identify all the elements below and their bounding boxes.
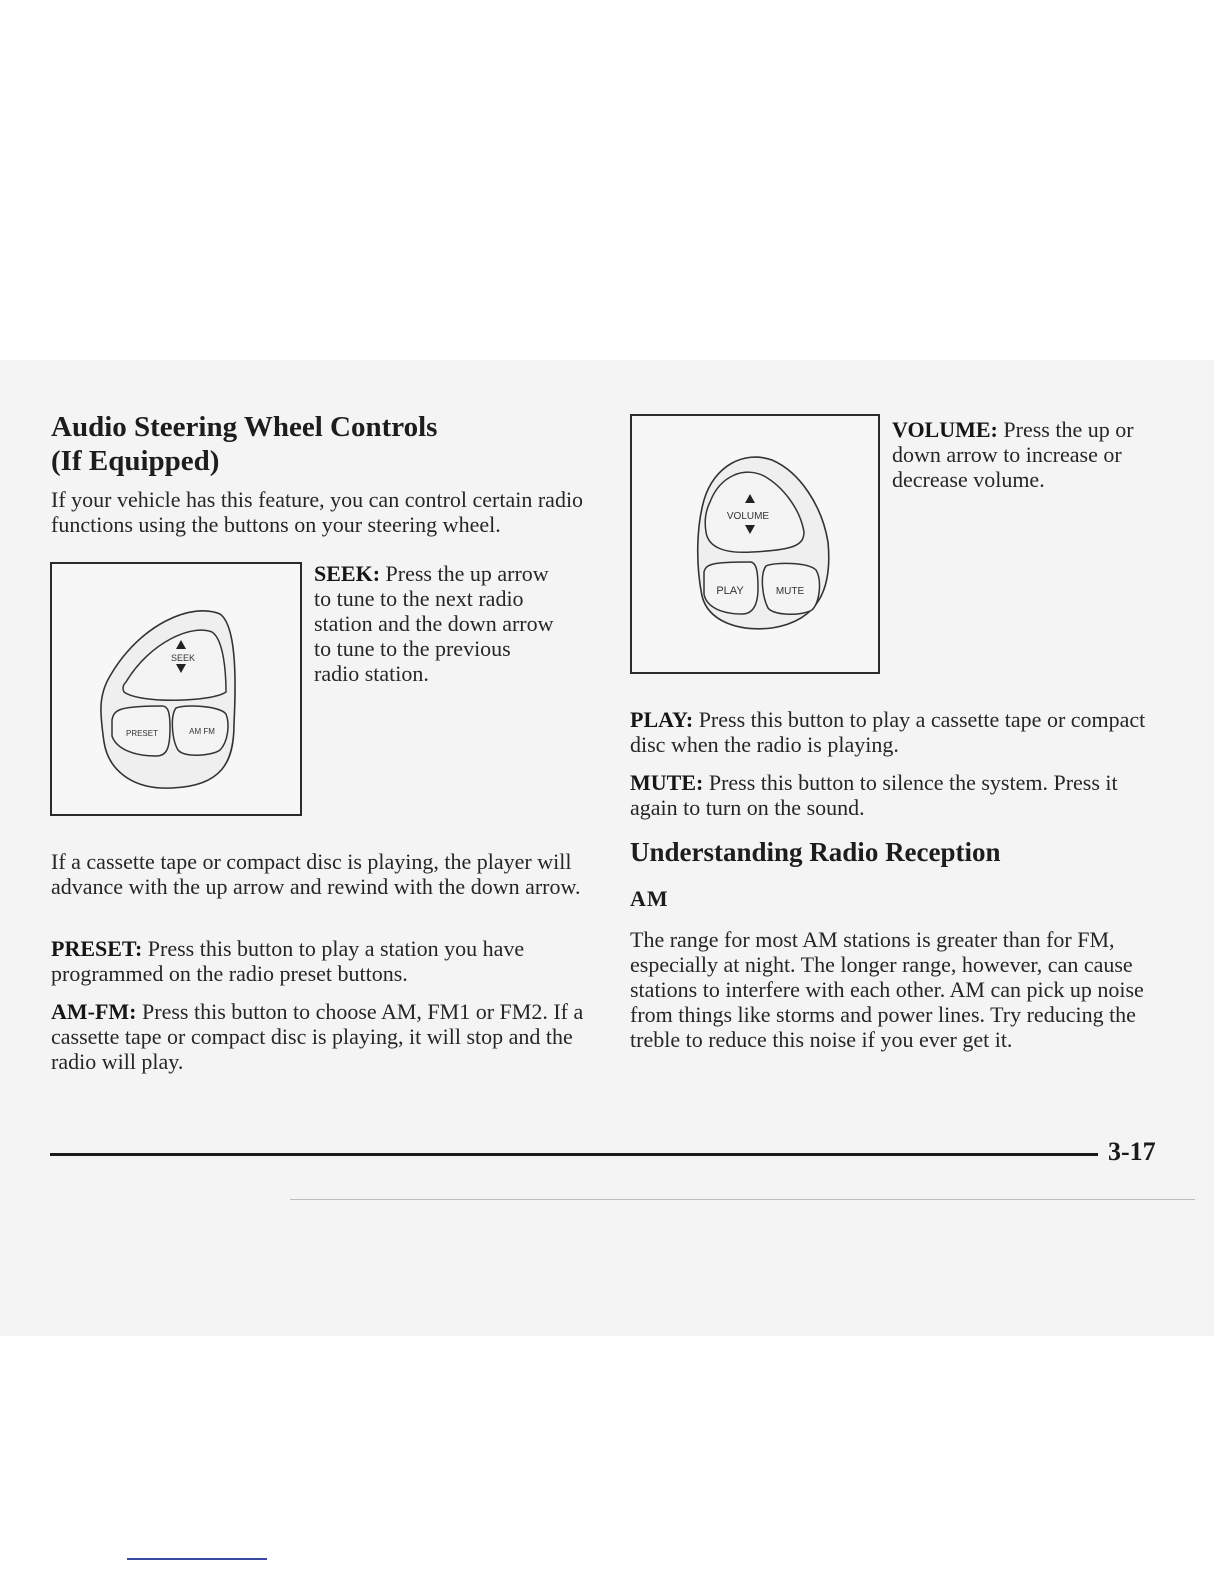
section-title [51, 410, 611, 478]
amfm-label: AM FM [189, 727, 215, 736]
preset-text: Press this button to play a station you have programmed on the radio preset buttons. [51, 936, 525, 986]
mute-label: MUTE [775, 586, 805, 597]
volume-text-line2: down arrow to increase or [892, 442, 1122, 467]
intro-paragraph: If your vehicle has this feature, you can control certain radio functions using the buttons on your steering wheel. [51, 487, 584, 537]
seek-label: SEEK [170, 653, 196, 663]
preset-description [51, 936, 581, 986]
preset-label: PRESET [125, 729, 159, 738]
steering-controls-volume-illustration [632, 416, 878, 672]
mute-text: Press this button to silence the system. Press it again to turn on the sound. [630, 770, 1118, 820]
am-heading: AM [630, 886, 669, 911]
play-text: Press this button to play a cassette tape or compact disc when the radio is playing. [630, 707, 1146, 757]
bottom-link-underline[interactable] [127, 1558, 267, 1560]
volume-description [892, 417, 1192, 492]
preset-term: PRESET: [51, 936, 143, 961]
play-term: PLAY: [630, 707, 694, 732]
seek-description [314, 561, 594, 686]
seek-term: SEEK: [314, 561, 381, 586]
footer-rule [50, 1153, 1098, 1156]
section-title-line2: (If Equipped) [51, 445, 220, 477]
play-description [630, 707, 1170, 757]
seek-controls-figure [50, 562, 302, 816]
volume-term: VOLUME: [892, 417, 998, 442]
page-number: 3-17 [1108, 1137, 1156, 1166]
volume-text-line3: decrease volume. [892, 467, 1045, 492]
section-title-line1: Audio Steering Wheel Controls [51, 411, 438, 443]
amfm-term: AM-FM: [51, 999, 137, 1024]
am-paragraph: The range for most AM stations is greater than for FM, especially at night. The longer range, however, can cause stations to interfere with each other. AM can pick up noise from things like storms and power lines. Try reducing the treble to reduce this noise if you ever get it. [630, 927, 1144, 1052]
mute-term: MUTE: [630, 770, 704, 795]
amfm-text: Press this button to choose AM, FM1 or FM2. If a cassette tape or compact disc is playing, it will stop and the radio will play. [51, 999, 584, 1074]
amfm-description [51, 999, 596, 1074]
cassette-note: If a cassette tape or compact disc is playing, the player will advance with the up arrow and rewind with the down arrow. [51, 849, 581, 899]
volume-controls-figure [630, 414, 880, 674]
seek-text-line1: Press the up arrow [385, 561, 549, 586]
play-label: PLAY [716, 585, 744, 597]
radio-reception-heading: Understanding Radio Reception [630, 837, 1001, 867]
volume-label: VOLUME [726, 511, 770, 522]
seek-text-line5: radio station. [314, 661, 429, 686]
seek-text-line3: station and the down arrow [314, 611, 554, 636]
seek-text-line2: to tune to the next radio [314, 586, 524, 611]
steering-controls-seek-illustration [52, 564, 300, 814]
volume-text-line1: Press the up or [1003, 417, 1134, 442]
mute-description [630, 770, 1170, 820]
seek-text-line4: to tune to the previous [314, 636, 511, 661]
scan-artifact-line [290, 1199, 1195, 1200]
